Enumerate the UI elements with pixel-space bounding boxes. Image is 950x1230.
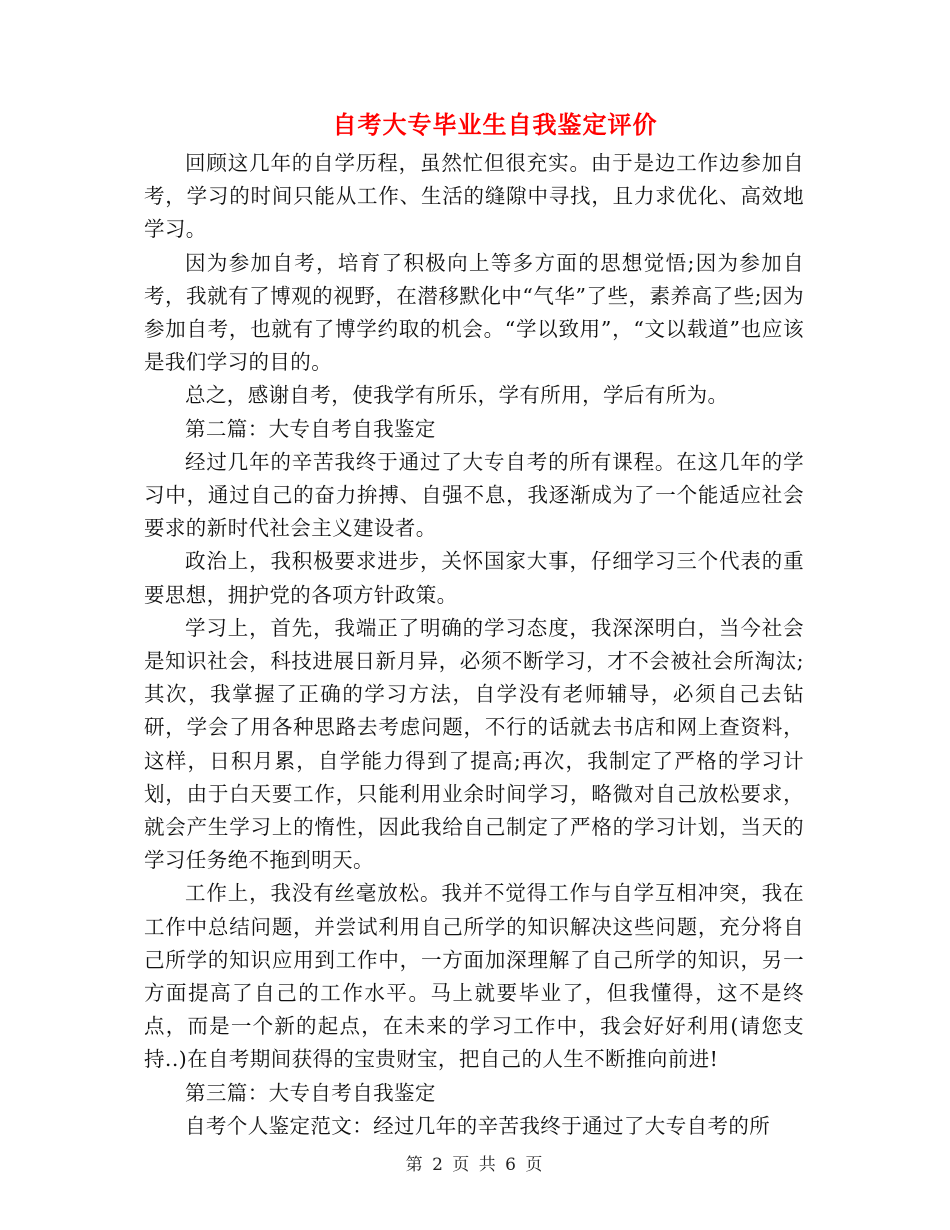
document-body — [144, 147, 804, 1143]
paragraph-study: 学习上，首先，我端正了明确的学习态度，我深深明白，当今社会是知识社会，科技进展日新月异，必须不断学习，才不会被社会所淘汰;其次，我掌握了正确的学习方法，自学没有老师辅导，必须自己去钻研，学会了用各种思路去考虑问题，不行的话就去书店和网上查资料，这样，日积月累，自学能力得到了提高;再次，我制定了严格的学习计划，由于白天要工作，只能利用业余时间学习，略微对自己放松要求，就会产生学习上的惰性，因此我给自己制定了严格的学习计划，当天的学习任务绝不拖到明天。 — [144, 615, 804, 873]
paragraph-conclusion: 总之，感谢自考，使我学有所乐，学有所用，学后有所为。 — [185, 383, 729, 408]
paragraph-politics: 政治上，我积极要求进步，关怀国家大事，仔细学习三个代表的重要思想，拥护党的各项方针政策。 — [144, 549, 804, 607]
paragraph-sample-start: 自考个人鉴定范文：经过几年的辛苦我终于通过了大专自考的所 — [185, 1113, 771, 1138]
section-heading-part-three: 第三篇：大专自考自我鉴定 — [185, 1080, 436, 1105]
paragraph-because-self-study: 因为参加自考，培育了积极向上等多方面的思想觉悟;因为参加自考，我就有了博观的视野，在潜移默化中“气华”了些，素养高了些;因为参加自考，也就有了博学约取的机会。“学以致用”，“文以载道”也应该是我们学习的目的。 — [144, 250, 804, 375]
paragraph-review: 回顾这几年的自学历程，虽然忙但很充实。由于是边工作边参加自考，学习的时间只能从工作、生活的缝隙中寻找，且力求优化、高效地学习。 — [144, 151, 804, 242]
section-heading-part-two: 第二篇：大专自考自我鉴定 — [185, 416, 436, 441]
document-title: 自考大专毕业生自我鉴定评价 — [332, 111, 658, 139]
paragraph-work: 工作上，我没有丝毫放松。我并不觉得工作与自学互相冲突，我在工作中总结问题，并尝试利用自己所学的知识解决这些问题，充分将自己所学的知识应用到工作中，一方面加深理解了自己所学的知识，另一方面提高了自己的工作水平。马上就要毕业了，但我懂得，这不是终点，而是一个新的起点，在未来的学习工作中，我会好好利用(请您支持..)在自考期间获得的宝贵财宝，把自己的人生不断推向前进! — [144, 881, 804, 1072]
paragraph-completion: 经过几年的辛苦我终于通过了大专自考的所有课程。在这几年的学习中，通过自己的奋力拚搏、自强不息，我逐渐成为了一个能适应社会要求的新时代社会主义建设者。 — [144, 449, 804, 541]
page-number-footer: 第 2 页 共 6 页 — [405, 1155, 545, 1175]
